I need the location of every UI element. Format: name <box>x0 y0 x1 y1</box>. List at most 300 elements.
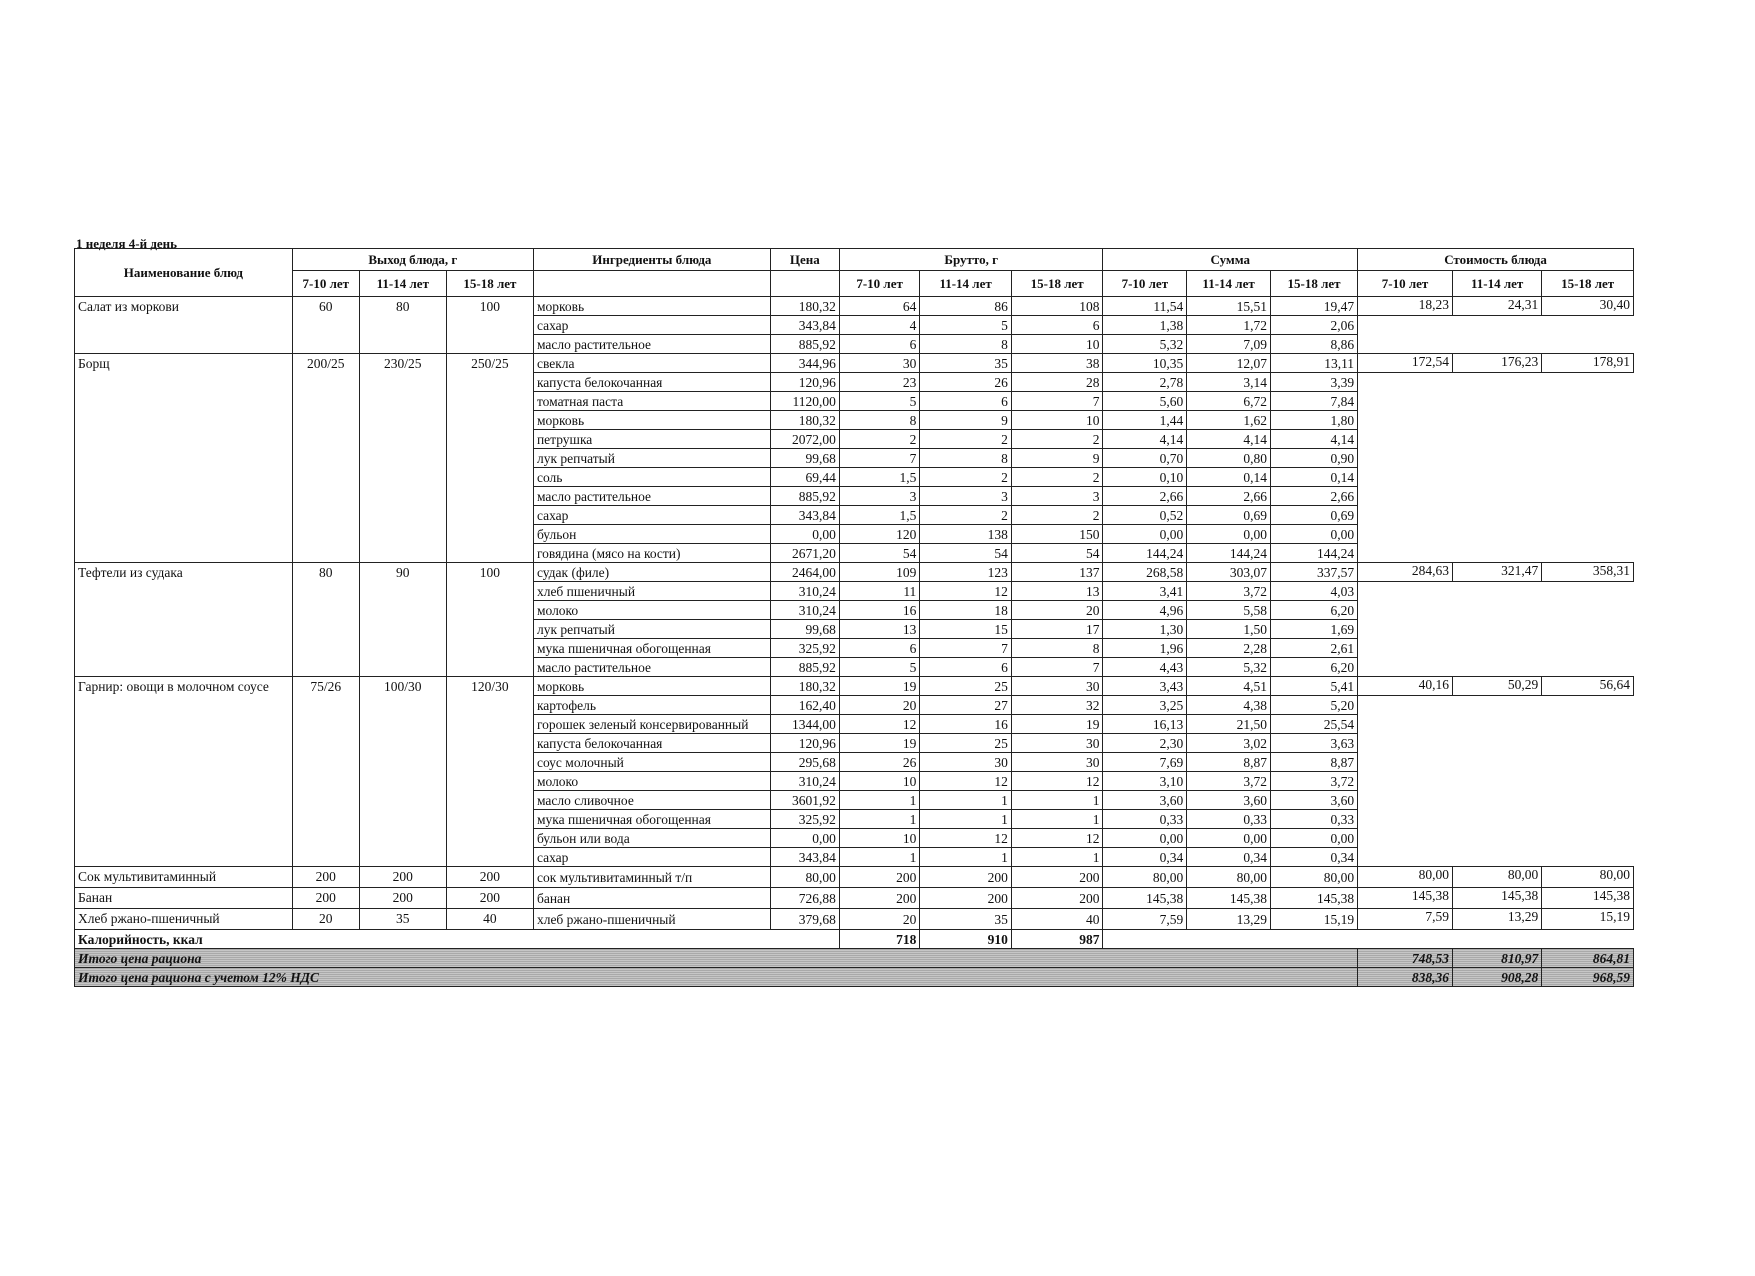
ingredient-price: 295,68 <box>770 753 839 772</box>
gross-weight: 20 <box>839 909 919 930</box>
ingredient-sum: 25,54 <box>1270 715 1357 734</box>
ingredient-sum: 2,30 <box>1103 734 1187 753</box>
ingredient-sum: 3,63 <box>1270 734 1357 753</box>
total-vat-value: 908,28 <box>1452 968 1541 987</box>
gross-weight: 12 <box>839 715 919 734</box>
dish-cost: 13,29 <box>1452 909 1541 930</box>
gross-weight: 200 <box>839 867 919 888</box>
table-row <box>75 354 1634 373</box>
gross-weight: 137 <box>1011 563 1103 582</box>
dish-cost: 176,23 <box>1452 354 1541 373</box>
ingredient-price: 180,32 <box>770 411 839 430</box>
ingredient-sum: 5,58 <box>1187 601 1271 620</box>
ingredient-name: судак (филе) <box>533 563 770 582</box>
header-dish-name: Наименование блюд <box>75 249 293 297</box>
ingredient-sum: 4,14 <box>1270 430 1357 449</box>
gross-weight: 54 <box>839 544 919 563</box>
gross-weight: 17 <box>1011 620 1103 639</box>
ingredient-sum: 7,84 <box>1270 392 1357 411</box>
gross-weight: 5 <box>839 658 919 677</box>
gross-weight: 1 <box>1011 791 1103 810</box>
gross-weight: 9 <box>1011 449 1103 468</box>
ingredient-sum: 2,66 <box>1270 487 1357 506</box>
gross-weight: 1,5 <box>839 506 919 525</box>
gross-weight: 35 <box>920 909 1012 930</box>
gross-weight: 200 <box>920 888 1012 909</box>
header-sum-age-7-10: 7-10 лет <box>1103 271 1187 297</box>
ingredient-sum: 2,61 <box>1270 639 1357 658</box>
ingredient-price: 310,24 <box>770 582 839 601</box>
gross-weight: 6 <box>1011 316 1103 335</box>
ingredient-price: 2072,00 <box>770 430 839 449</box>
gross-weight: 19 <box>1011 715 1103 734</box>
gross-weight: 1 <box>1011 848 1103 867</box>
ingredient-price: 1120,00 <box>770 392 839 411</box>
gross-weight: 7 <box>1011 658 1103 677</box>
total-value: 810,97 <box>1452 949 1541 968</box>
gross-weight: 18 <box>920 601 1012 620</box>
gross-weight: 13 <box>1011 582 1103 601</box>
ingredient-sum: 3,72 <box>1187 772 1271 791</box>
gross-weight: 7 <box>839 449 919 468</box>
ingredient-sum: 3,60 <box>1103 791 1187 810</box>
ingredient-name: капуста белокочанная <box>533 373 770 392</box>
table-row <box>75 867 1634 888</box>
gross-weight: 11 <box>839 582 919 601</box>
total-vat-value: 968,59 <box>1542 968 1634 987</box>
gross-weight: 54 <box>1011 544 1103 563</box>
dish-cost: 56,64 <box>1542 677 1634 696</box>
dish-cost: 145,38 <box>1358 888 1453 909</box>
gross-weight: 150 <box>1011 525 1103 544</box>
gross-weight: 1 <box>920 810 1012 829</box>
dish-cost: 80,00 <box>1542 867 1634 888</box>
total-value: 864,81 <box>1542 949 1634 968</box>
dish-output: 200 <box>446 867 533 888</box>
gross-weight: 28 <box>1011 373 1103 392</box>
gross-weight: 200 <box>920 867 1012 888</box>
gross-weight: 9 <box>920 411 1012 430</box>
dish-name: Сок мультивитаминный <box>75 867 293 888</box>
ingredient-name: лук репчатый <box>533 620 770 639</box>
ingredient-sum: 80,00 <box>1103 867 1187 888</box>
gross-weight: 64 <box>839 297 919 316</box>
ingredient-name: бульон или вода <box>533 829 770 848</box>
ingredient-sum: 303,07 <box>1187 563 1271 582</box>
total-label: Итого цена рациона <box>75 949 1358 968</box>
dish-output: 60 <box>292 297 359 354</box>
dish-output: 200 <box>292 888 359 909</box>
total-value: 748,53 <box>1358 949 1453 968</box>
ingredient-sum: 6,20 <box>1270 601 1357 620</box>
dish-name: Хлеб ржано-пшеничный <box>75 909 293 930</box>
dish-name: Тефтели из судака <box>75 563 293 677</box>
gross-weight: 12 <box>920 582 1012 601</box>
ingredient-price: 343,84 <box>770 316 839 335</box>
dish-cost: 321,47 <box>1452 563 1541 582</box>
ingredient-sum: 5,60 <box>1103 392 1187 411</box>
header-output-age-7-10: 7-10 лет <box>292 271 359 297</box>
header-cost-age-15-18: 15-18 лет <box>1542 271 1634 297</box>
gross-weight: 1,5 <box>839 468 919 487</box>
gross-weight: 30 <box>839 354 919 373</box>
ingredient-sum: 13,11 <box>1270 354 1357 373</box>
gross-weight: 7 <box>1011 392 1103 411</box>
table-row <box>75 888 1634 909</box>
ingredient-price: 310,24 <box>770 772 839 791</box>
ingredient-sum: 5,41 <box>1270 677 1357 696</box>
dish-cost: 15,19 <box>1542 909 1634 930</box>
ingredient-price: 69,44 <box>770 468 839 487</box>
ingredient-name: молоко <box>533 601 770 620</box>
ingredient-sum: 2,06 <box>1270 316 1357 335</box>
calories-label: Калорийность, ккал <box>75 930 840 949</box>
gross-weight: 138 <box>920 525 1012 544</box>
ingredient-name: сок мультивитаминный т/п <box>533 867 770 888</box>
gross-weight: 16 <box>920 715 1012 734</box>
ingredient-price: 180,32 <box>770 297 839 316</box>
ingredient-price: 120,96 <box>770 734 839 753</box>
ingredient-price: 2464,00 <box>770 563 839 582</box>
ingredient-sum: 2,28 <box>1187 639 1271 658</box>
dish-output: 75/26 <box>292 677 359 867</box>
ingredient-name: петрушка <box>533 430 770 449</box>
dish-cost: 284,63 <box>1358 563 1453 582</box>
gross-weight: 8 <box>1011 639 1103 658</box>
gross-weight: 13 <box>839 620 919 639</box>
dish-output: 200 <box>446 888 533 909</box>
gross-weight: 6 <box>920 392 1012 411</box>
gross-weight: 30 <box>1011 677 1103 696</box>
dish-output: 40 <box>446 909 533 930</box>
ingredient-name: масло растительное <box>533 487 770 506</box>
ingredient-sum: 5,32 <box>1103 335 1187 354</box>
header-gross-age-7-10: 7-10 лет <box>839 271 919 297</box>
ingredient-sum: 0,00 <box>1187 525 1271 544</box>
dish-output: 120/30 <box>446 677 533 867</box>
ingredient-sum: 8,87 <box>1270 753 1357 772</box>
gross-weight: 86 <box>920 297 1012 316</box>
gross-weight: 25 <box>920 734 1012 753</box>
gross-weight: 27 <box>920 696 1012 715</box>
ingredient-sum: 13,29 <box>1187 909 1271 930</box>
header-output-age-11-14: 11-14 лет <box>359 271 446 297</box>
ingredient-sum: 0,00 <box>1270 829 1357 848</box>
ingredient-sum: 0,34 <box>1103 848 1187 867</box>
gross-weight: 12 <box>920 772 1012 791</box>
gross-weight: 2 <box>1011 506 1103 525</box>
ingredient-sum: 144,24 <box>1187 544 1271 563</box>
ingredient-sum: 3,41 <box>1103 582 1187 601</box>
ingredient-sum: 3,60 <box>1270 791 1357 810</box>
ingredient-sum: 4,96 <box>1103 601 1187 620</box>
dish-cost: 80,00 <box>1452 867 1541 888</box>
gross-weight: 123 <box>920 563 1012 582</box>
gross-weight: 8 <box>920 335 1012 354</box>
gross-weight: 15 <box>920 620 1012 639</box>
header-gross-age-11-14: 11-14 лет <box>920 271 1012 297</box>
dish-cost: 30,40 <box>1542 297 1634 316</box>
gross-weight: 120 <box>839 525 919 544</box>
ingredient-sum: 0,33 <box>1103 810 1187 829</box>
dish-name: Борщ <box>75 354 293 563</box>
gross-weight: 8 <box>839 411 919 430</box>
ingredient-name: сахар <box>533 848 770 867</box>
gross-weight: 1 <box>839 848 919 867</box>
ingredient-price: 2671,20 <box>770 544 839 563</box>
ingredient-price: 180,32 <box>770 677 839 696</box>
ingredient-sum: 0,10 <box>1103 468 1187 487</box>
dish-output: 100 <box>446 297 533 354</box>
ingredient-sum: 3,72 <box>1187 582 1271 601</box>
ingredient-sum: 4,38 <box>1187 696 1271 715</box>
ingredient-sum: 10,35 <box>1103 354 1187 373</box>
ingredient-sum: 8,86 <box>1270 335 1357 354</box>
ingredient-sum: 144,24 <box>1270 544 1357 563</box>
ingredient-sum: 15,51 <box>1187 297 1271 316</box>
ingredient-price: 0,00 <box>770 829 839 848</box>
ingredient-sum: 80,00 <box>1187 867 1271 888</box>
ingredient-sum: 1,72 <box>1187 316 1271 335</box>
ingredient-name: свекла <box>533 354 770 373</box>
ingredient-sum: 2,66 <box>1103 487 1187 506</box>
gross-weight: 10 <box>1011 335 1103 354</box>
ingredient-sum: 0,34 <box>1270 848 1357 867</box>
ingredient-sum: 2,78 <box>1103 373 1187 392</box>
ingredient-sum: 0,69 <box>1187 506 1271 525</box>
cost-blank <box>1358 582 1634 677</box>
gross-weight: 26 <box>920 373 1012 392</box>
table-row <box>75 677 1634 696</box>
ingredient-name: морковь <box>533 677 770 696</box>
ingredient-price: 310,24 <box>770 601 839 620</box>
total-vat-row <box>75 968 1634 987</box>
ingredient-sum: 3,39 <box>1270 373 1357 392</box>
gross-weight: 30 <box>1011 753 1103 772</box>
table-row <box>75 909 1634 930</box>
gross-weight: 12 <box>1011 829 1103 848</box>
calories-value: 718 <box>839 930 919 949</box>
dish-name: Салат из моркови <box>75 297 293 354</box>
header-ingredients-blank <box>533 271 770 297</box>
dish-output: 90 <box>359 563 446 677</box>
header-ingredients: Ингредиенты блюда <box>533 249 770 271</box>
ingredient-sum: 3,14 <box>1187 373 1271 392</box>
ingredient-name: морковь <box>533 411 770 430</box>
ingredient-price: 379,68 <box>770 909 839 930</box>
ingredient-name: сахар <box>533 506 770 525</box>
ingredient-name: говядина (мясо на кости) <box>533 544 770 563</box>
header-cost: Стоимость блюда <box>1358 249 1634 271</box>
dish-cost: 18,23 <box>1358 297 1453 316</box>
dish-output: 80 <box>292 563 359 677</box>
gross-weight: 10 <box>1011 411 1103 430</box>
dish-output: 200 <box>359 888 446 909</box>
cost-blank <box>1358 316 1634 354</box>
total-vat-label: Итого цена рациона с учетом 12% НДС <box>75 968 1358 987</box>
ingredient-sum: 0,14 <box>1270 468 1357 487</box>
gross-weight: 12 <box>1011 772 1103 791</box>
gross-weight: 6 <box>920 658 1012 677</box>
gross-weight: 10 <box>839 772 919 791</box>
ingredient-price: 343,84 <box>770 848 839 867</box>
header-sum-age-11-14: 11-14 лет <box>1187 271 1271 297</box>
ingredient-sum: 16,13 <box>1103 715 1187 734</box>
ingredient-name: масло сливочное <box>533 791 770 810</box>
dish-name: Гарнир: овощи в молочном соусе <box>75 677 293 867</box>
table-body <box>75 297 1634 930</box>
dish-output: 80 <box>359 297 446 354</box>
gross-weight: 1 <box>839 810 919 829</box>
ingredient-price: 344,96 <box>770 354 839 373</box>
ingredient-name: морковь <box>533 297 770 316</box>
ingredient-sum: 1,96 <box>1103 639 1187 658</box>
ingredient-name: масло растительное <box>533 335 770 354</box>
ingredient-sum: 0,00 <box>1103 829 1187 848</box>
table-row <box>75 297 1634 316</box>
ingredient-price: 0,00 <box>770 525 839 544</box>
gross-weight: 1 <box>920 848 1012 867</box>
gross-weight: 2 <box>1011 430 1103 449</box>
gross-weight: 54 <box>920 544 1012 563</box>
gross-weight: 32 <box>1011 696 1103 715</box>
ingredient-sum: 144,24 <box>1103 544 1187 563</box>
table-row <box>75 563 1634 582</box>
cost-blank <box>1358 373 1634 563</box>
table-footer <box>75 930 1634 987</box>
ingredient-sum: 4,51 <box>1187 677 1271 696</box>
ingredient-sum: 145,38 <box>1187 888 1271 909</box>
ingredient-sum: 4,14 <box>1187 430 1271 449</box>
gross-weight: 2 <box>839 430 919 449</box>
ingredient-sum: 0,90 <box>1270 449 1357 468</box>
dish-output: 230/25 <box>359 354 446 563</box>
ingredient-sum: 1,80 <box>1270 411 1357 430</box>
ingredient-price: 162,40 <box>770 696 839 715</box>
ingredient-sum: 1,50 <box>1187 620 1271 639</box>
dish-cost: 50,29 <box>1452 677 1541 696</box>
gross-weight: 4 <box>839 316 919 335</box>
ingredient-sum: 0,00 <box>1270 525 1357 544</box>
dish-cost: 40,16 <box>1358 677 1453 696</box>
dish-output: 100 <box>446 563 533 677</box>
ingredient-sum: 7,69 <box>1103 753 1187 772</box>
ingredient-price: 726,88 <box>770 888 839 909</box>
gross-weight: 1 <box>920 791 1012 810</box>
ingredient-name: хлеб ржано-пшеничный <box>533 909 770 930</box>
ingredient-sum: 3,02 <box>1187 734 1271 753</box>
ingredient-sum: 6,72 <box>1187 392 1271 411</box>
gross-weight: 200 <box>1011 867 1103 888</box>
ingredient-sum: 0,33 <box>1270 810 1357 829</box>
dish-output: 200 <box>359 867 446 888</box>
gross-weight: 25 <box>920 677 1012 696</box>
ingredient-sum: 337,57 <box>1270 563 1357 582</box>
ingredient-sum: 2,66 <box>1187 487 1271 506</box>
ingredient-sum: 4,14 <box>1103 430 1187 449</box>
ingredient-price: 120,96 <box>770 373 839 392</box>
ingredient-name: соль <box>533 468 770 487</box>
ingredient-name: томатная паста <box>533 392 770 411</box>
gross-weight: 6 <box>839 335 919 354</box>
ingredient-sum: 80,00 <box>1270 867 1357 888</box>
gross-weight: 40 <box>1011 909 1103 930</box>
header-gross-age-15-18: 15-18 лет <box>1011 271 1103 297</box>
dish-cost: 80,00 <box>1358 867 1453 888</box>
ingredient-sum: 3,10 <box>1103 772 1187 791</box>
calories-row <box>75 930 1634 949</box>
calories-value: 910 <box>920 930 1012 949</box>
gross-weight: 30 <box>920 753 1012 772</box>
ingredient-price: 99,68 <box>770 449 839 468</box>
ingredient-sum: 0,00 <box>1103 525 1187 544</box>
dish-output: 200/25 <box>292 354 359 563</box>
ingredient-sum: 0,34 <box>1187 848 1271 867</box>
gross-weight: 5 <box>839 392 919 411</box>
ingredient-sum: 3,60 <box>1187 791 1271 810</box>
gross-weight: 38 <box>1011 354 1103 373</box>
ingredient-price: 885,92 <box>770 335 839 354</box>
ingredient-price: 325,92 <box>770 639 839 658</box>
page-title: 1 неделя 4-й день <box>76 236 178 251</box>
ingredient-sum: 0,70 <box>1103 449 1187 468</box>
ingredient-sum: 1,69 <box>1270 620 1357 639</box>
ingredient-sum: 7,59 <box>1103 909 1187 930</box>
gross-weight: 108 <box>1011 297 1103 316</box>
dish-cost: 24,31 <box>1452 297 1541 316</box>
ingredient-sum: 0,14 <box>1187 468 1271 487</box>
ingredient-name: горошек зеленый консервированный <box>533 715 770 734</box>
ingredient-sum: 3,25 <box>1103 696 1187 715</box>
ingredient-name: хлеб пшеничный <box>533 582 770 601</box>
ingredient-name: банан <box>533 888 770 909</box>
header-output: Выход блюда, г <box>292 249 533 271</box>
dish-output: 250/25 <box>446 354 533 563</box>
ingredient-name: молоко <box>533 772 770 791</box>
gross-weight: 1 <box>839 791 919 810</box>
gross-weight: 2 <box>920 430 1012 449</box>
gross-weight: 3 <box>920 487 1012 506</box>
gross-weight: 12 <box>920 829 1012 848</box>
ingredient-sum: 1,38 <box>1103 316 1187 335</box>
gross-weight: 3 <box>1011 487 1103 506</box>
dish-cost: 7,59 <box>1358 909 1453 930</box>
gross-weight: 23 <box>839 373 919 392</box>
ingredient-price: 99,68 <box>770 620 839 639</box>
gross-weight: 16 <box>839 601 919 620</box>
ingredient-name: мука пшеничная обогощенная <box>533 810 770 829</box>
gross-weight: 2 <box>1011 468 1103 487</box>
total-vat-value: 838,36 <box>1358 968 1453 987</box>
header-price-blank <box>770 271 839 297</box>
dish-cost: 145,38 <box>1542 888 1634 909</box>
ingredient-price: 3601,92 <box>770 791 839 810</box>
dish-output: 35 <box>359 909 446 930</box>
gross-weight: 5 <box>920 316 1012 335</box>
ingredient-sum: 1,44 <box>1103 411 1187 430</box>
ingredient-price: 885,92 <box>770 658 839 677</box>
ingredient-name: сахар <box>533 316 770 335</box>
ingredient-name: соус молочный <box>533 753 770 772</box>
header-sum-age-15-18: 15-18 лет <box>1270 271 1357 297</box>
ingredient-sum: 8,87 <box>1187 753 1271 772</box>
header-output-age-15-18: 15-18 лет <box>446 271 533 297</box>
header-cost-age-7-10: 7-10 лет <box>1358 271 1453 297</box>
gross-weight: 30 <box>1011 734 1103 753</box>
cost-blank <box>1358 696 1634 867</box>
ingredient-sum: 19,47 <box>1270 297 1357 316</box>
menu-table <box>74 248 1634 987</box>
